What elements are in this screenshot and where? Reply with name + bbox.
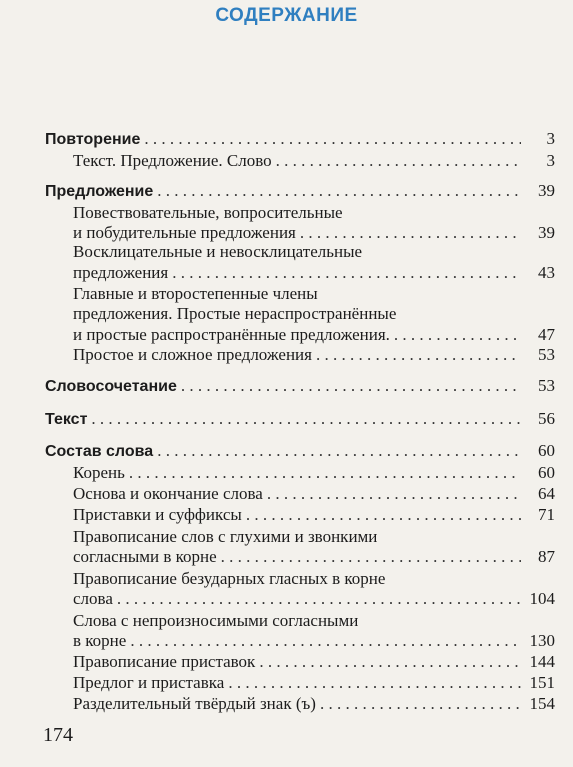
toc-entry-page: 56 [538, 409, 555, 428]
toc-entry-page: 53 [538, 345, 555, 364]
dot-leader [394, 324, 521, 346]
dot-leader [144, 128, 521, 150]
toc-entry-title-line: Повествовательные, вопросительные [73, 203, 343, 222]
toc-entry-page: 3 [546, 129, 555, 148]
toc-entry-title: Разделительный твёрдый знак (ъ) [73, 694, 316, 713]
toc-entry-exclamatory[interactable] [73, 262, 555, 284]
toc-entry-title-line: Слова с непроизносимыми согласными [73, 611, 359, 630]
toc-entry-title: Простое и сложное предложения [73, 345, 312, 364]
toc-entry-page: 144 [529, 652, 555, 671]
dot-leader [259, 651, 521, 673]
toc-entry-sostav-slova[interactable] [45, 440, 555, 462]
toc-entry-title: Предлог и приставка [73, 673, 225, 692]
dot-leader [172, 262, 521, 284]
toc-entry-title: согласными в корне [73, 547, 217, 566]
toc-entry-title: Предложение [45, 183, 154, 200]
toc-entry-prefix-spelling[interactable] [73, 651, 555, 673]
toc-entry-title: Состав слова [45, 443, 154, 460]
toc-entry-sentence-members[interactable] [73, 324, 555, 346]
toc-entry-page: 53 [538, 376, 555, 395]
dot-leader [267, 483, 521, 505]
dot-leader [276, 150, 521, 172]
toc-entry-tekst[interactable] [45, 408, 555, 430]
dot-leader [130, 630, 521, 652]
toc-entry-voiced-consonants[interactable] [73, 546, 555, 568]
toc-entry-page: 47 [538, 325, 555, 344]
toc-entry-title: Словосочетание [45, 378, 177, 395]
dot-leader [117, 588, 521, 610]
dot-leader [316, 344, 521, 366]
toc-entry-povtorenie[interactable] [45, 128, 555, 150]
toc-entry-hard-sign[interactable] [73, 693, 555, 715]
toc-entry-title: Правописание приставок [73, 652, 256, 671]
toc-entry-page: 60 [538, 441, 555, 460]
toc-entry-page: 60 [538, 463, 555, 482]
toc-entry-slovosochetanie[interactable] [45, 375, 555, 397]
toc-entry-koren[interactable] [73, 462, 555, 484]
dot-leader [91, 408, 521, 430]
dot-leader [320, 693, 521, 715]
toc-entry-page: 104 [529, 589, 555, 608]
toc-entry-title: и простые распространённые предложения. [73, 325, 390, 344]
toc-entry-pristavki-suffiksy[interactable] [73, 504, 555, 526]
toc-entry-predlozhenie[interactable] [45, 180, 555, 202]
toc-entry-title-line: Правописание слов с глухими и звонкими [73, 527, 378, 546]
toc-entry-title: и побудительные предложения [73, 223, 296, 242]
toc-entry-page: 39 [538, 223, 555, 242]
toc-entry-silent-consonants[interactable] [73, 630, 555, 652]
toc-entry-osnova[interactable] [73, 483, 555, 505]
toc-entry-title: Повторение [45, 131, 141, 148]
toc-entry-page: 3 [546, 151, 555, 170]
toc-entry-page: 71 [538, 505, 555, 524]
dot-leader [157, 180, 521, 202]
dot-leader [221, 546, 521, 568]
toc-entry-title: Текст [45, 411, 88, 428]
toc-entry-title: предложения [73, 263, 169, 282]
page-number: 174 [43, 724, 73, 746]
toc-entry-simple-complex[interactable] [73, 344, 555, 366]
toc-entry-preposition-prefix[interactable] [73, 672, 555, 694]
dot-leader [181, 375, 521, 397]
toc-entry-page: 130 [529, 631, 555, 650]
page-title: СОДЕРЖАНИЕ [215, 5, 358, 26]
toc-entry-title: Основа и окончание слова [73, 484, 263, 503]
toc-entry-unstressed-vowels[interactable] [73, 588, 555, 610]
toc-entry-title-line: Правописание безударных гласных в корне [73, 569, 386, 588]
toc-entry-title-line: Восклицательные и невосклицательные [73, 242, 363, 261]
dot-leader [228, 672, 521, 694]
toc-entry-title-line: предложения. Простые нераспространённые [73, 304, 397, 323]
dot-leader [157, 440, 521, 462]
toc-entry-title: Приставки и суффиксы [73, 505, 242, 524]
toc-entry-title: слова [73, 589, 113, 608]
dot-leader [129, 462, 521, 484]
toc-entry-title: Текст. Предложение. Слово [73, 151, 272, 170]
toc-entry-title: в корне [73, 631, 127, 650]
toc-entry-page: 154 [529, 694, 555, 713]
toc-entry-title-line: Главные и второстепенные члены [73, 284, 318, 303]
dot-leader [246, 504, 521, 526]
toc-entry-page: 43 [538, 263, 555, 282]
toc-entry-title: Корень [73, 463, 125, 482]
toc-entry-page: 87 [538, 547, 555, 566]
toc-entry-page: 151 [529, 673, 555, 692]
toc-entry-page: 39 [538, 181, 555, 200]
toc-entry-page: 64 [538, 484, 555, 503]
toc-entry-text-sentence-word[interactable] [73, 150, 555, 172]
